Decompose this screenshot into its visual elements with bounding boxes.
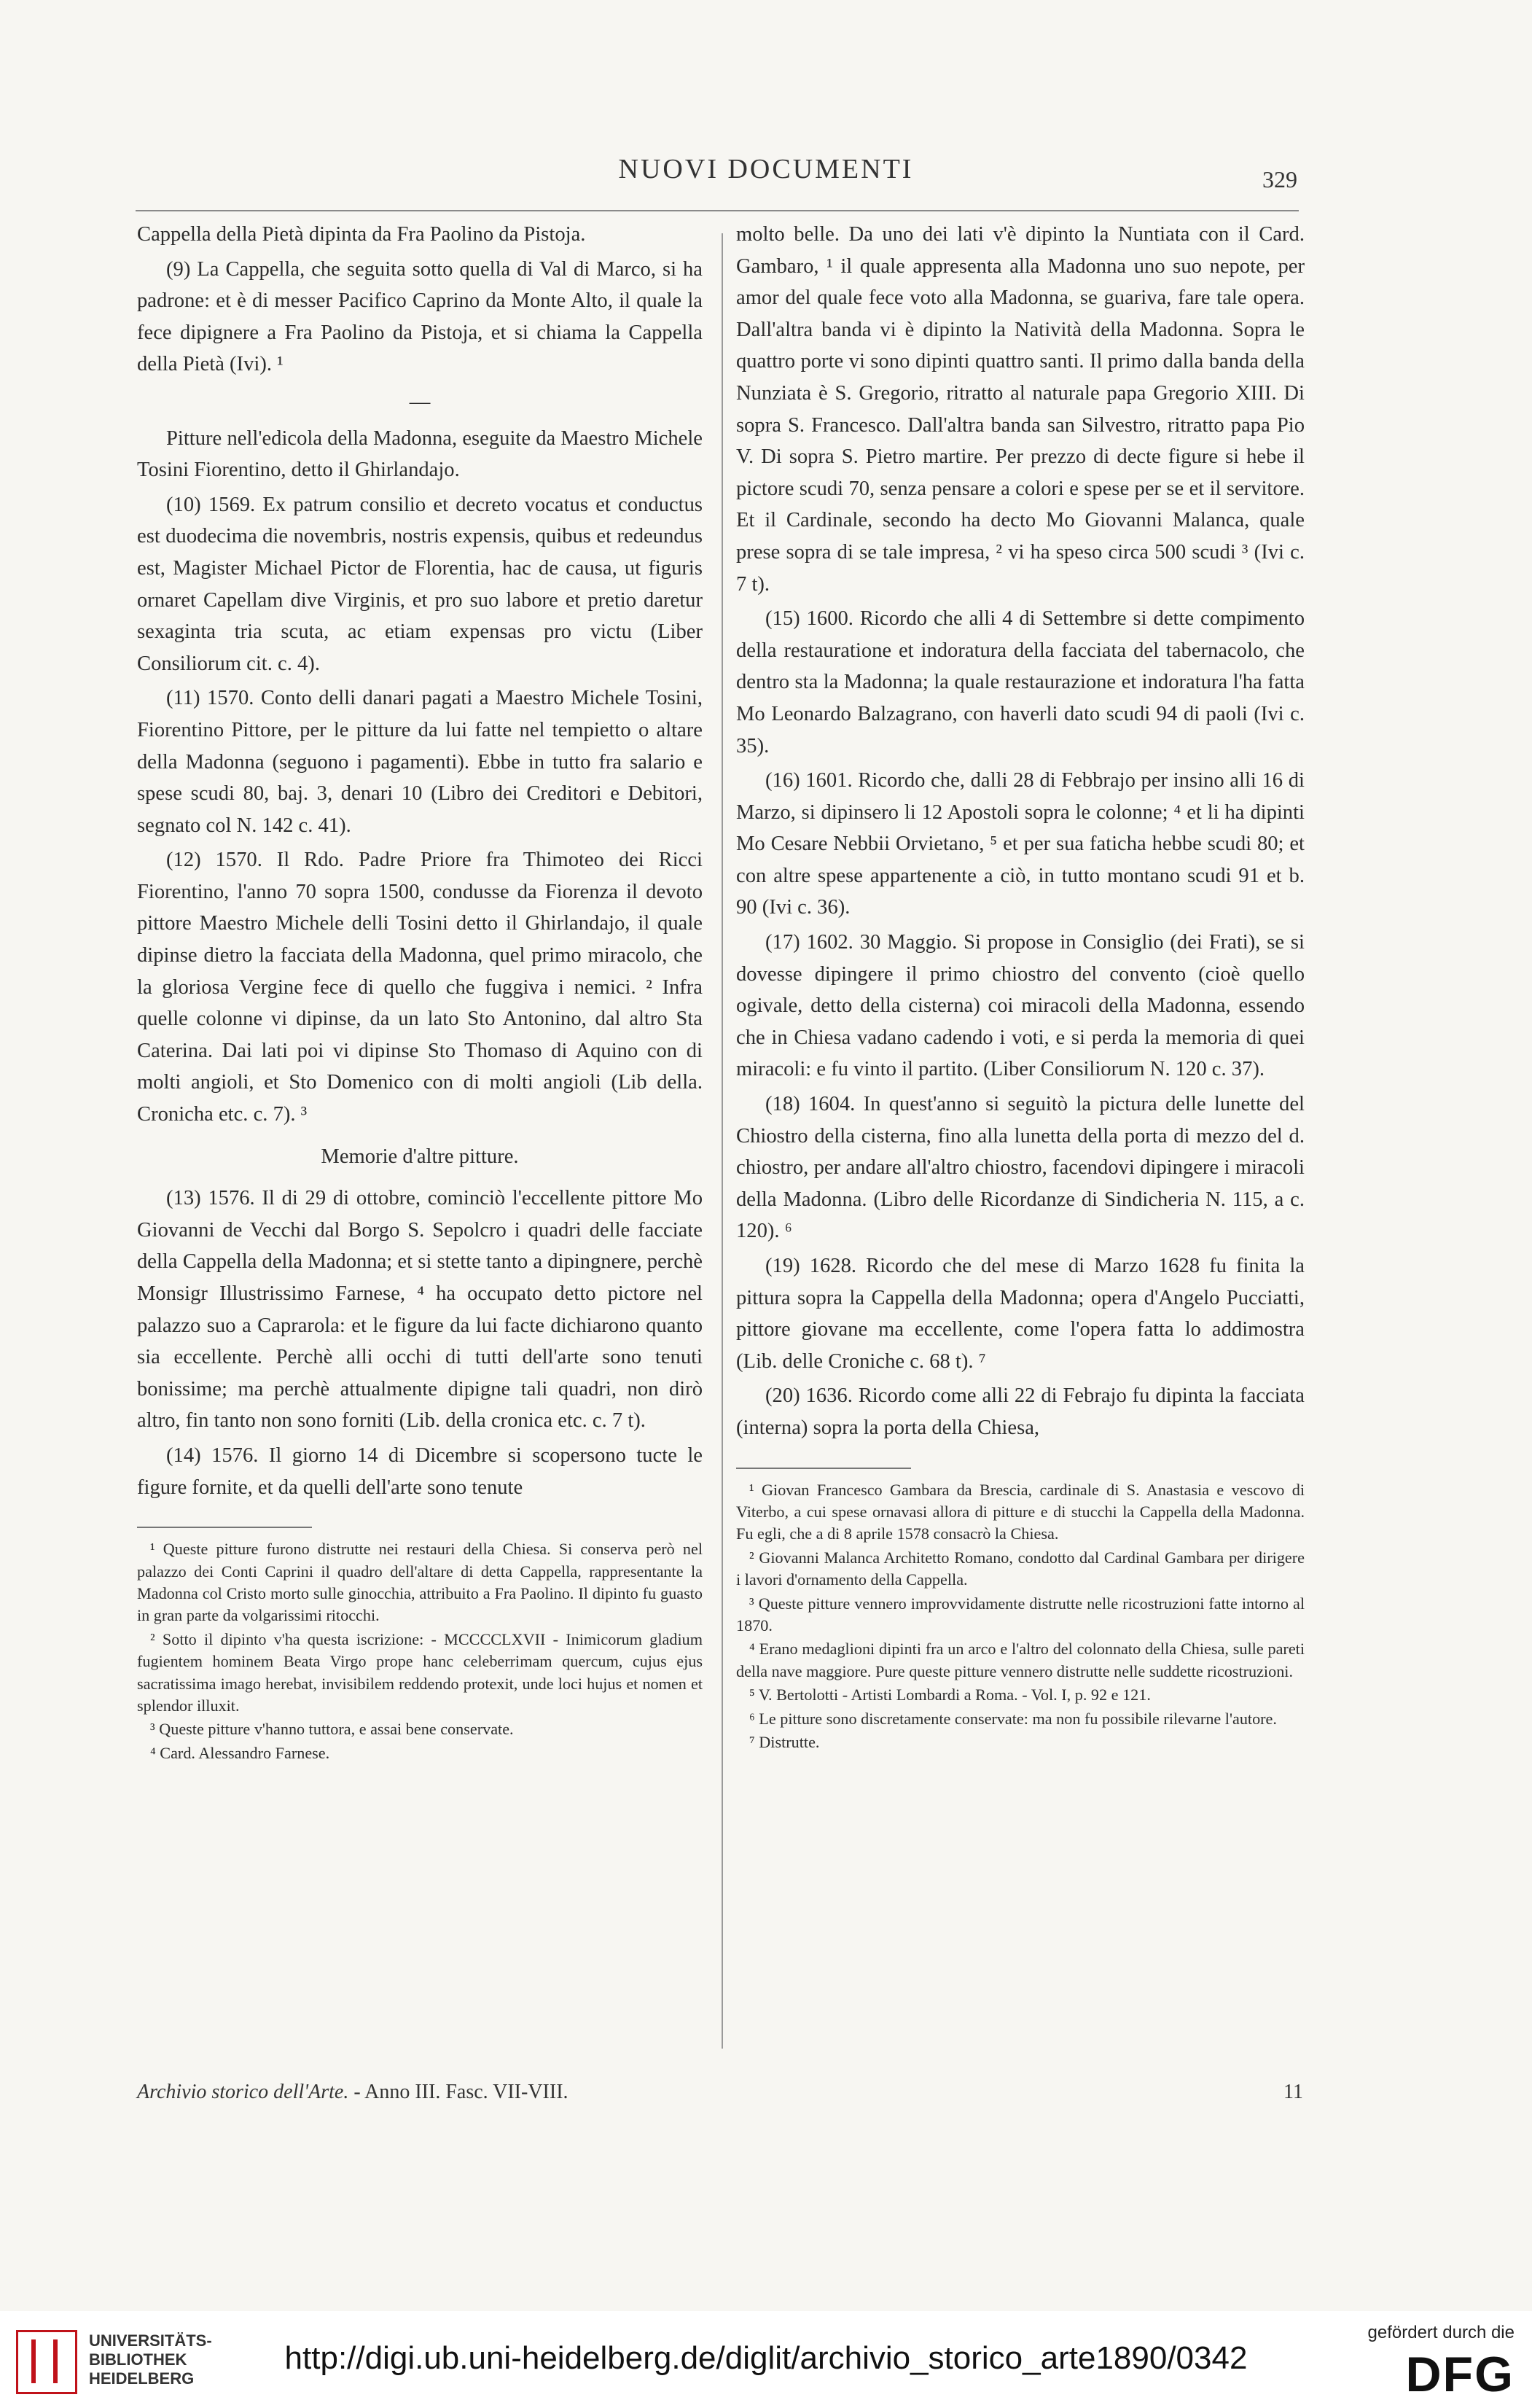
footnote-rule xyxy=(736,1468,911,1469)
footnote: ² Sotto il dipinto v'ha questa iscrizione: - MCCCCLXVII - Inimicorum gladium fugientem hominem Beata Virgo prope hanc celeberrimam quercum, cujus ejus sacratissima imago herebat, invisibilem reddendo protexit, unde loci hujus et nomen et splendor illuxit. xyxy=(137,1629,703,1715)
footnote: ¹ Giovan Francesco Gambara da Brescia, cardinale di S. Anastasia e vescovo di Viterbo, a cui spese ornavasi allora di pitture e di stucchi la Cappella della Madonna. Fu egli, che a di 8 aprile 1578 consacrò la Chiesa. xyxy=(736,1480,1305,1543)
right-column xyxy=(736,219,1305,1755)
paragraph: (16) 1601. Ricordo che, dalli 28 di Febbrajo per insino alli 16 di Marzo, si dipinsero li 12 Apostoli sopra le colonne; ⁴ et li ha dipinti Mo Cesare Nebbii Orvietano, ⁵ et per sua faticha hebbe scudi 80; et con altre spese appartenente a ciò, in tutto montano scudi 91 et b. 90 (Ivi c. 36). xyxy=(736,769,1305,919)
funding-note: gefördert durch die xyxy=(1367,2323,1515,2342)
section-dash: — xyxy=(409,390,431,413)
paragraph: molto belle. Da uno dei lati v'è dipinto la Nuntiata con il Card. Gambaro, ¹ il quale appresenta alla Madonna uno suo nepote, per amor del quale fece voto alla Madonna, se guariva, fare tale opera. Dall'altra banda vi è dipinto la Natività della Madonna. Sopra le quattro porte vi sono dipinti quattro santi. Il primo dalla banda della Nunziata è S. Gregorio, ritratto al naturale papa Gregorio XIII. Di sopra S. Francesco. Dall'altra banda san Silvestro, ritratto papa Pio V. Di sopra S. Pietro martire. Per prezzo di decte figure si hebe il pictore scudi 70, senza pensare a colori e spese per se et il servitore. Et il Cardinale, secondo ha decto Mo Giovanni Malanca, quale prese sopra di se tale impresa, ² vi ha speso circa 500 scudi ³ (Ivi c. 7 t). xyxy=(736,223,1305,596)
journal-title: Archivio storico dell'Arte. xyxy=(137,2081,349,2103)
footnote: ⁵ V. Bertolotti - Artisti Lombardi a Roma. - Vol. I, p. 92 e 121. xyxy=(749,1686,1151,1704)
running-title: NUOVI DOCUMENTI xyxy=(618,154,914,184)
footnotes-right xyxy=(736,1479,1305,1754)
paragraph: (18) 1604. In quest'anno si seguitò la pictura delle lunette del Chiostro della cisterna, fino alla lunetta della porta di mezzo del d. chiostro, per andare all'altro chiostro, facendovi dipingere i miracoli della Madonna. (Libro delle Ricordanze di Sindicheria N. 115, a c. 120). ⁶ xyxy=(736,1093,1305,1243)
signature-mark: 11 xyxy=(1283,2081,1303,2103)
journal-issue: - Anno III. Fasc. VII-VIII. xyxy=(348,2081,568,2103)
footnote: ⁷ Distrutte. xyxy=(749,1733,820,1752)
column-divider xyxy=(722,233,723,2049)
footnote: ³ Queste pitture vennero improvvidamente distrutte nelle ricostruzioni fatte intorno al 1870. xyxy=(736,1594,1305,1634)
library-name: UNIVERSITÄTS- BIBLIOTHEK HEIDELBERG xyxy=(89,2331,212,2388)
header-rule xyxy=(136,210,1299,211)
paragraph: (15) 1600. Ricordo che alli 4 di Settembre si dette compimento della restauratione et indoratura della facciata del tabernacolo, che dentro sta la Madonna; la quale restaurazione et indoratura l'ha fatta Mo Leonardo Balzagrano, con haverli dato scudi 94 di paoli (Ivi c. 35). xyxy=(736,607,1305,757)
paragraph: (19) 1628. Ricordo che del mese di Marzo 1628 fu finita la pittura sopra la Cappella della Madonna; opera d'Angelo Pucciatti, pittore giovane ma eccellente, come l'opera fatta lo addimostra (Lib. delle Croniche c. 68 t). ⁷ xyxy=(736,1255,1305,1373)
footnote-rule xyxy=(137,1527,312,1528)
section-heading: Pitture nell'edicola della Madonna, eseguite da Maestro Michele Tosini Fiorentino, detto il Ghirlandajo. xyxy=(137,426,703,482)
footnote: ³ Queste pitture v'hanno tuttora, e assai bene conservate. xyxy=(150,1720,514,1739)
footnote: ² Giovanni Malanca Architetto Romano, condotto dal Cardinal Gambara per dirigere i lavori d'ornamento della Cappella. xyxy=(736,1548,1305,1589)
paragraph: (17) 1602. 30 Maggio. Si propose in Consiglio (dei Frati), se si dovesse dipingere il primo chiostro del convento (cioè quello ogivale, detto della cisterna) coi miracoli della Madonna, essendo che in Chiesa vadano cadendo i voti, e si perda la memoria di quei miracoli: e fu vinto il partito. (Liber Consiliorum N. 120 c. 37). xyxy=(736,931,1305,1081)
footnotes-left xyxy=(137,1538,703,1764)
paragraph: (10) 1569. Ex patrum consilio et decreto vocatus et conductus est duodecima die novembris, nostris expensis, quibus et redeundus est, Magister Michael Pictor de Florentia, hac de causa, ut figuris ornaret Capellam dive Virginis, et pro suo labore et pretio daretur sexaginta tria scuta, ac etiam expensas pro victu (Liber Consiliorum cit. c. 4). xyxy=(137,493,703,675)
section-heading: Memorie d'altre pitture. xyxy=(321,1145,519,1168)
source-url-link[interactable]: http://digi.ub.uni-heidelberg.de/diglit/archivio_storico_arte1890/0342 xyxy=(284,2340,1248,2376)
paragraph: (14) 1576. Il giorno 14 di Dicembre si scopersono tucte le figure fornite, et da quelli dell'arte sono tenute xyxy=(137,1443,703,1499)
left-column xyxy=(137,219,703,1766)
paragraph: (12) 1570. Il Rdo. Padre Priore fra Thimoteo dei Ricci Fiorentino, l'anno 70 sopra 1500, condusse da Fiorenza il devoto pittore Maestro Michele delli Tosini detto il Ghirlandajo, il quale dipinse dietro la facciata della Madonna, quel primo miracolo, che la gloriosa Vergine fece di quello che fuggiva i nemici. ² Infra quelle colonne vi dipinse, da un lato Sto Antonino, dal altro Sta Caterina. Dai lati poi vi dipinse Sto Thomaso di Aquino con di molti angioli, et Sto Domenico con di molti angioli (Lib della. Cronicha etc. c. 7). ³ xyxy=(137,849,703,1126)
footnote: ⁴ Erano medaglioni dipinti fra un arco e l'altro del colonnato della Chiesa, sulle pareti della nave maggiore. Pure queste pitture vennero distrutte nelle suddette ricostruzioni. xyxy=(736,1640,1305,1680)
paragraph: (20) 1636. Ricordo come alli 22 di Febrajo fu dipinta la facciata (interna) sopra la porta della Chiesa, xyxy=(736,1384,1305,1439)
dfg-logo: DFG xyxy=(1405,2347,1515,2402)
page-number: 329 xyxy=(1262,166,1297,192)
footnote: ⁶ Le pitture sono discretamente conservate: ma non fu possibile rilevarne l'autore. xyxy=(749,1709,1277,1728)
footnote: ⁴ Card. Alessandro Farnese. xyxy=(150,1743,330,1762)
paragraph: (9) La Cappella, che seguita sotto quella di Val di Marco, si ha padrone: et è di messer Pacifico Caprino da Monte Alto, il quale la fece dipignere a Fra Paolino da Pistoja, et si chiama la Cappella della Pietà (Ivi). ¹ xyxy=(137,257,703,376)
paragraph: (13) 1576. Il di 29 di ottobre, cominciò l'eccellente pittore Mo Giovanni de Vecchi dal Borgo S. Sepolcro i quadri delle facciate della Cappella della Madonna; et si stette tanto a dipingnere, perchè Monsigr Illustrissimo Farnese, ⁴ ha occupato detto pictore nel palazzo suo a Caprarola: et le figure da lui facte dichiarono quanto sia eccellente. Perchè alli occhi di tutti dell'arte sono tenuti bonissime; ma perchè attualmente dipigne tali quadri, non dirò altro, fin tanto non sono forniti (Lib. della cronica etc. c. 7 t). xyxy=(137,1187,703,1433)
page-footer xyxy=(137,2081,1303,2104)
paragraph: Cappella della Pietà dipinta da Fra Paolino da Pistoja. xyxy=(137,223,586,246)
paragraph: (11) 1570. Conto delli danari pagati a Maestro Michele Tosini, Fiorentino Pittore, per le pitture da lui fatte nel tempietto o altare della Madonna (seguono i pagamenti). Ebbe in tutto fra salario e spese scudi 80, baj. 3, denari 10 (Libro dei Creditori e Debitori, segnato col N. 142 c. 41). xyxy=(137,687,703,837)
footnote: ¹ Queste pitture furono distrutte nei restauri della Chiesa. Si conserva però nel palazzo dei Conti Caprini il quadro dell'altare di detta Cappella, rappresentante la Madonna col Cristo morto sulle ginocchia, attribuito a Fra Paolino. Il dipinto fu guasto in gran parte da volgarissimi ritocchi. xyxy=(137,1540,703,1625)
